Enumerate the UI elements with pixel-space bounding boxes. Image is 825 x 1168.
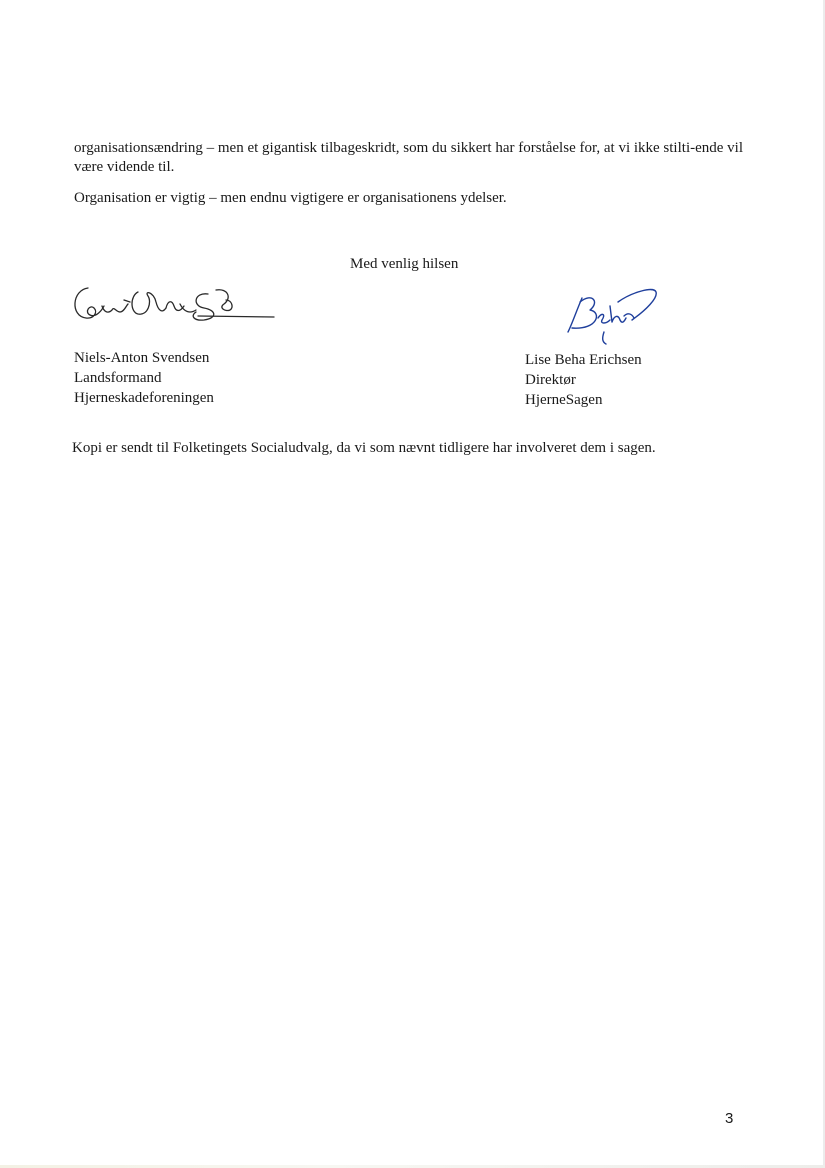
signer-left-title: Landsformand [74,370,162,386]
signature-left [68,282,278,327]
body-paragraph-2: Organisation er vigtig – men endnu vigtigere er organisationens ydelser. [74,190,507,206]
signature-right [562,282,662,348]
signer-left-organization: Hjerneskadeforeningen [74,390,214,406]
copy-note: Kopi er sendt til Folketingets Socialudvalg, da vi som nævnt tidligere har involveret dem i sagen. [72,440,656,456]
body-paragraph-1: organisationsændring – men et gigantisk tilbageskridt, som du sikkert har forståelse for, at vi ikke stilti-ende vil være vidende til. [74,140,744,175]
page-number: 3 [725,1110,734,1127]
signer-right-block [525,350,642,410]
signer-right-organization: HjerneSagen [525,392,603,408]
signer-right-title: Direktør [525,372,576,388]
signer-left-block [74,348,214,408]
signer-right-name: Lise Beha Erichsen [525,352,642,368]
signer-left-name: Niels-Anton Svendsen [74,350,210,366]
closing-salutation: Med venlig hilsen [350,256,459,272]
